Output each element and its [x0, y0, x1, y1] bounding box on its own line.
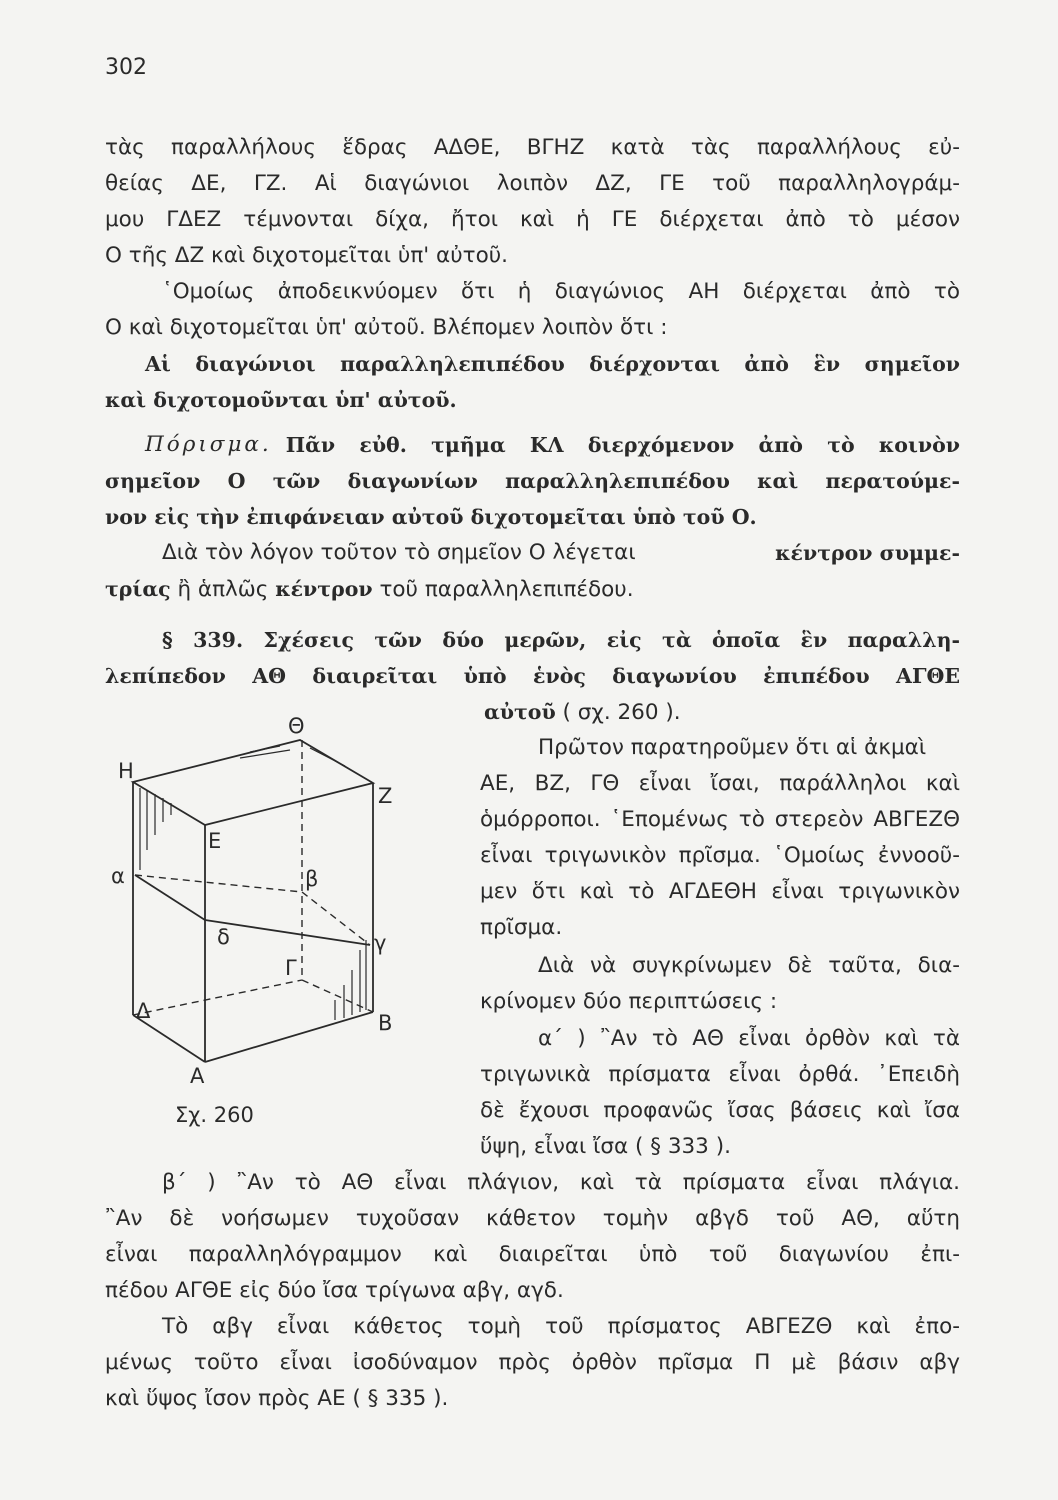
label-Delta: Δ [136, 999, 151, 1023]
text-line: Πρῶτον παρατηροῦμεν ὅτι αἱ ἀκμαὶ [538, 735, 927, 760]
term: κέντρον συμμε- [775, 541, 960, 565]
text-line: κρίνομεν δύο περιπτώσεις : [480, 989, 778, 1014]
text-line: Τὸ αβγ εἶναι κάθετος τομὴ τοῦ πρίσματος ΑΒΓΕΖΘ καὶ ἐπο- [162, 1314, 960, 1339]
porisma-line: σημεῖον Ο τῶν διαγωνίων παραλληλεπιπέδου καὶ περατούμε- [105, 469, 960, 493]
text-line: ῾Ομοίως ἀποδεικνύομεν ὅτι ἡ διαγώνιος ΑΗ διέρχεται ἀπὸ τὸ [162, 279, 960, 304]
section-heading: λεπίπεδον ΑΘ διαιρεῖται ὑπὸ ἑνὸς διαγωνίου ἐπιπέδου ΑΓΘΕ [105, 664, 960, 688]
text-line: ΑΕ, ΒΖ, ΓΘ εἶναι ἴσαι, παράλληλοι καὶ [480, 771, 960, 796]
label-E: Ε [208, 829, 222, 853]
hidden-edge-GB [302, 980, 373, 1012]
text: τοῦ παραλληλεπιπέδου. [379, 577, 634, 602]
label-Z: Ζ [378, 784, 393, 808]
text-line: πρῖσμα. [480, 915, 563, 940]
text-line: μεν ὅτι καὶ τὸ ΑΓΔΕΘΗ εἶναι τριγωνικὸν [480, 879, 960, 904]
text-line: Ο τῆς ΔΖ καὶ διχοτομεῖται ὑπ' αὐτοῦ. [105, 243, 509, 268]
label-beta: β [305, 867, 319, 891]
text-line: Διὰ νὰ συγκρίνωμεν δὲ ταῦτα, δια- [538, 953, 960, 978]
hatching [140, 746, 366, 1020]
label-H: Η [118, 759, 134, 783]
theorem-line: καὶ διχοτομοῦνται ὑπ' αὐτοῦ. [105, 388, 457, 412]
text-line: ῍Αν δὲ νοήσωμεν τυχοῦσαν κάθετον τομὴν αβγδ τοῦ ΑΘ, αὕτη [105, 1206, 960, 1231]
text-line: θείας ΔΕ, ΓΖ. Αἱ διαγώνιοι λοιπὸν ΔΖ, ΓΕ τοῦ παραλληλογράμ- [105, 171, 960, 196]
text-line: δὲ ἔχουσι προφανῶς ἴσας βάσεις καὶ ἴσα [480, 1098, 960, 1123]
porisma-label: Πόρισμα. [145, 432, 272, 457]
text-line: τὰς παραλλήλους ἕδρας ΑΔΘΕ, ΒΓΗΖ κατὰ τὰς παραλλήλους εὐ- [105, 135, 960, 160]
section-heading: § 339. Σχέσεις τῶν δύο μερῶν, εἰς τὰ ὁποῖα ἓν παραλλη- [162, 628, 960, 652]
label-B: Β [378, 1011, 393, 1035]
theorem-line: Αἱ διαγώνιοι παραλληλεπιπέδου διέρχονται ἀπὸ ἓν σημεῖον [145, 352, 960, 376]
label-Gamma: Γ [285, 956, 297, 980]
text-line: πέδου ΑΓΘΕ εἰς δύο ἴσα τρίγωνα αβγ, αγδ. [105, 1278, 564, 1303]
term: τρίας [105, 577, 171, 601]
text-line: Ο καὶ διχοτομεῖται ὑπ' αὐτοῦ. Βλέπομεν λοιπὸν ὅτι : [105, 315, 668, 340]
porisma-text: Πᾶν εὐθ. τμῆμα ΚΛ διερχόμενον ἀπὸ τὸ κοινὸν [285, 433, 960, 457]
figure-caption: Σχ. 260 [175, 1103, 254, 1127]
label-A: Α [190, 1064, 205, 1088]
page-number: 302 [105, 55, 147, 80]
text-line: εἶναι τριγωνικὸν πρῖσμα. ῾Ομοίως ἐννοοῦ- [480, 843, 960, 868]
text: αὐτοῦ [484, 700, 556, 724]
label-Theta: Θ [288, 714, 305, 738]
text: Διὰ τὸν λόγον τοῦτον τὸ σημεῖον Ο λέγεται [162, 540, 636, 565]
text-line: α΄ ) ῍Αν τὸ ΑΘ εἶναι ὀρθὸν καὶ τὰ [538, 1026, 960, 1051]
text: ἢ ἁπλῶς [177, 577, 269, 602]
top-face [133, 740, 373, 825]
section-ad [135, 875, 205, 920]
hidden-section-ab [135, 875, 302, 892]
edge-AB [205, 1012, 373, 1062]
label-alpha: α [111, 864, 125, 888]
text-line: β΄ ) ῍Αν τὸ ΑΘ εἶναι πλάγιον, καὶ τὰ πρίσματα εἶναι πλάγια. [162, 1170, 960, 1195]
text-line: ὁμόρροποι. ῾Επομένως τὸ στερεὸν ΑΒΓΕΖΘ [480, 807, 960, 832]
text-line: ὕψη, εἶναι ἴσα ( § 333 ). [480, 1134, 731, 1159]
porisma-line: νον εἰς τὴν ἐπιφάνειαν αὐτοῦ διχοτομεῖται ὑπὸ τοῦ Ο. [105, 505, 757, 529]
text-line: καὶ ὕψος ἴσον πρὸς ΑΕ ( § 335 ). [105, 1386, 449, 1411]
label-gamma: γ [374, 931, 387, 955]
term: κέντρον [275, 577, 373, 601]
text-line: τριγωνικὰ πρίσματα εἶναι ὀρθά. ᾿Επειδὴ [480, 1062, 960, 1087]
figure-ref: ( σχ. 260 ). [562, 700, 681, 725]
label-delta: δ [217, 925, 230, 949]
text-line: μου ΓΔΕΖ τέμνονται δίχα, ἤτοι καὶ ἡ ΓΕ διέρχεται ἀπὸ τὸ μέσον [105, 207, 960, 232]
hidden-edge-DG [133, 980, 302, 1015]
text-line: εἶναι παραλληλόγραμμον καὶ διαιρεῖται ὑπὸ τοῦ διαγωνίου ἐπι- [105, 1242, 960, 1267]
text-line: μένως τοῦτο εἶναι ἰσοδύναμον πρὸς ὀρθὸν πρῖσμα Π μὲ βάσιν αβγ [105, 1350, 960, 1375]
